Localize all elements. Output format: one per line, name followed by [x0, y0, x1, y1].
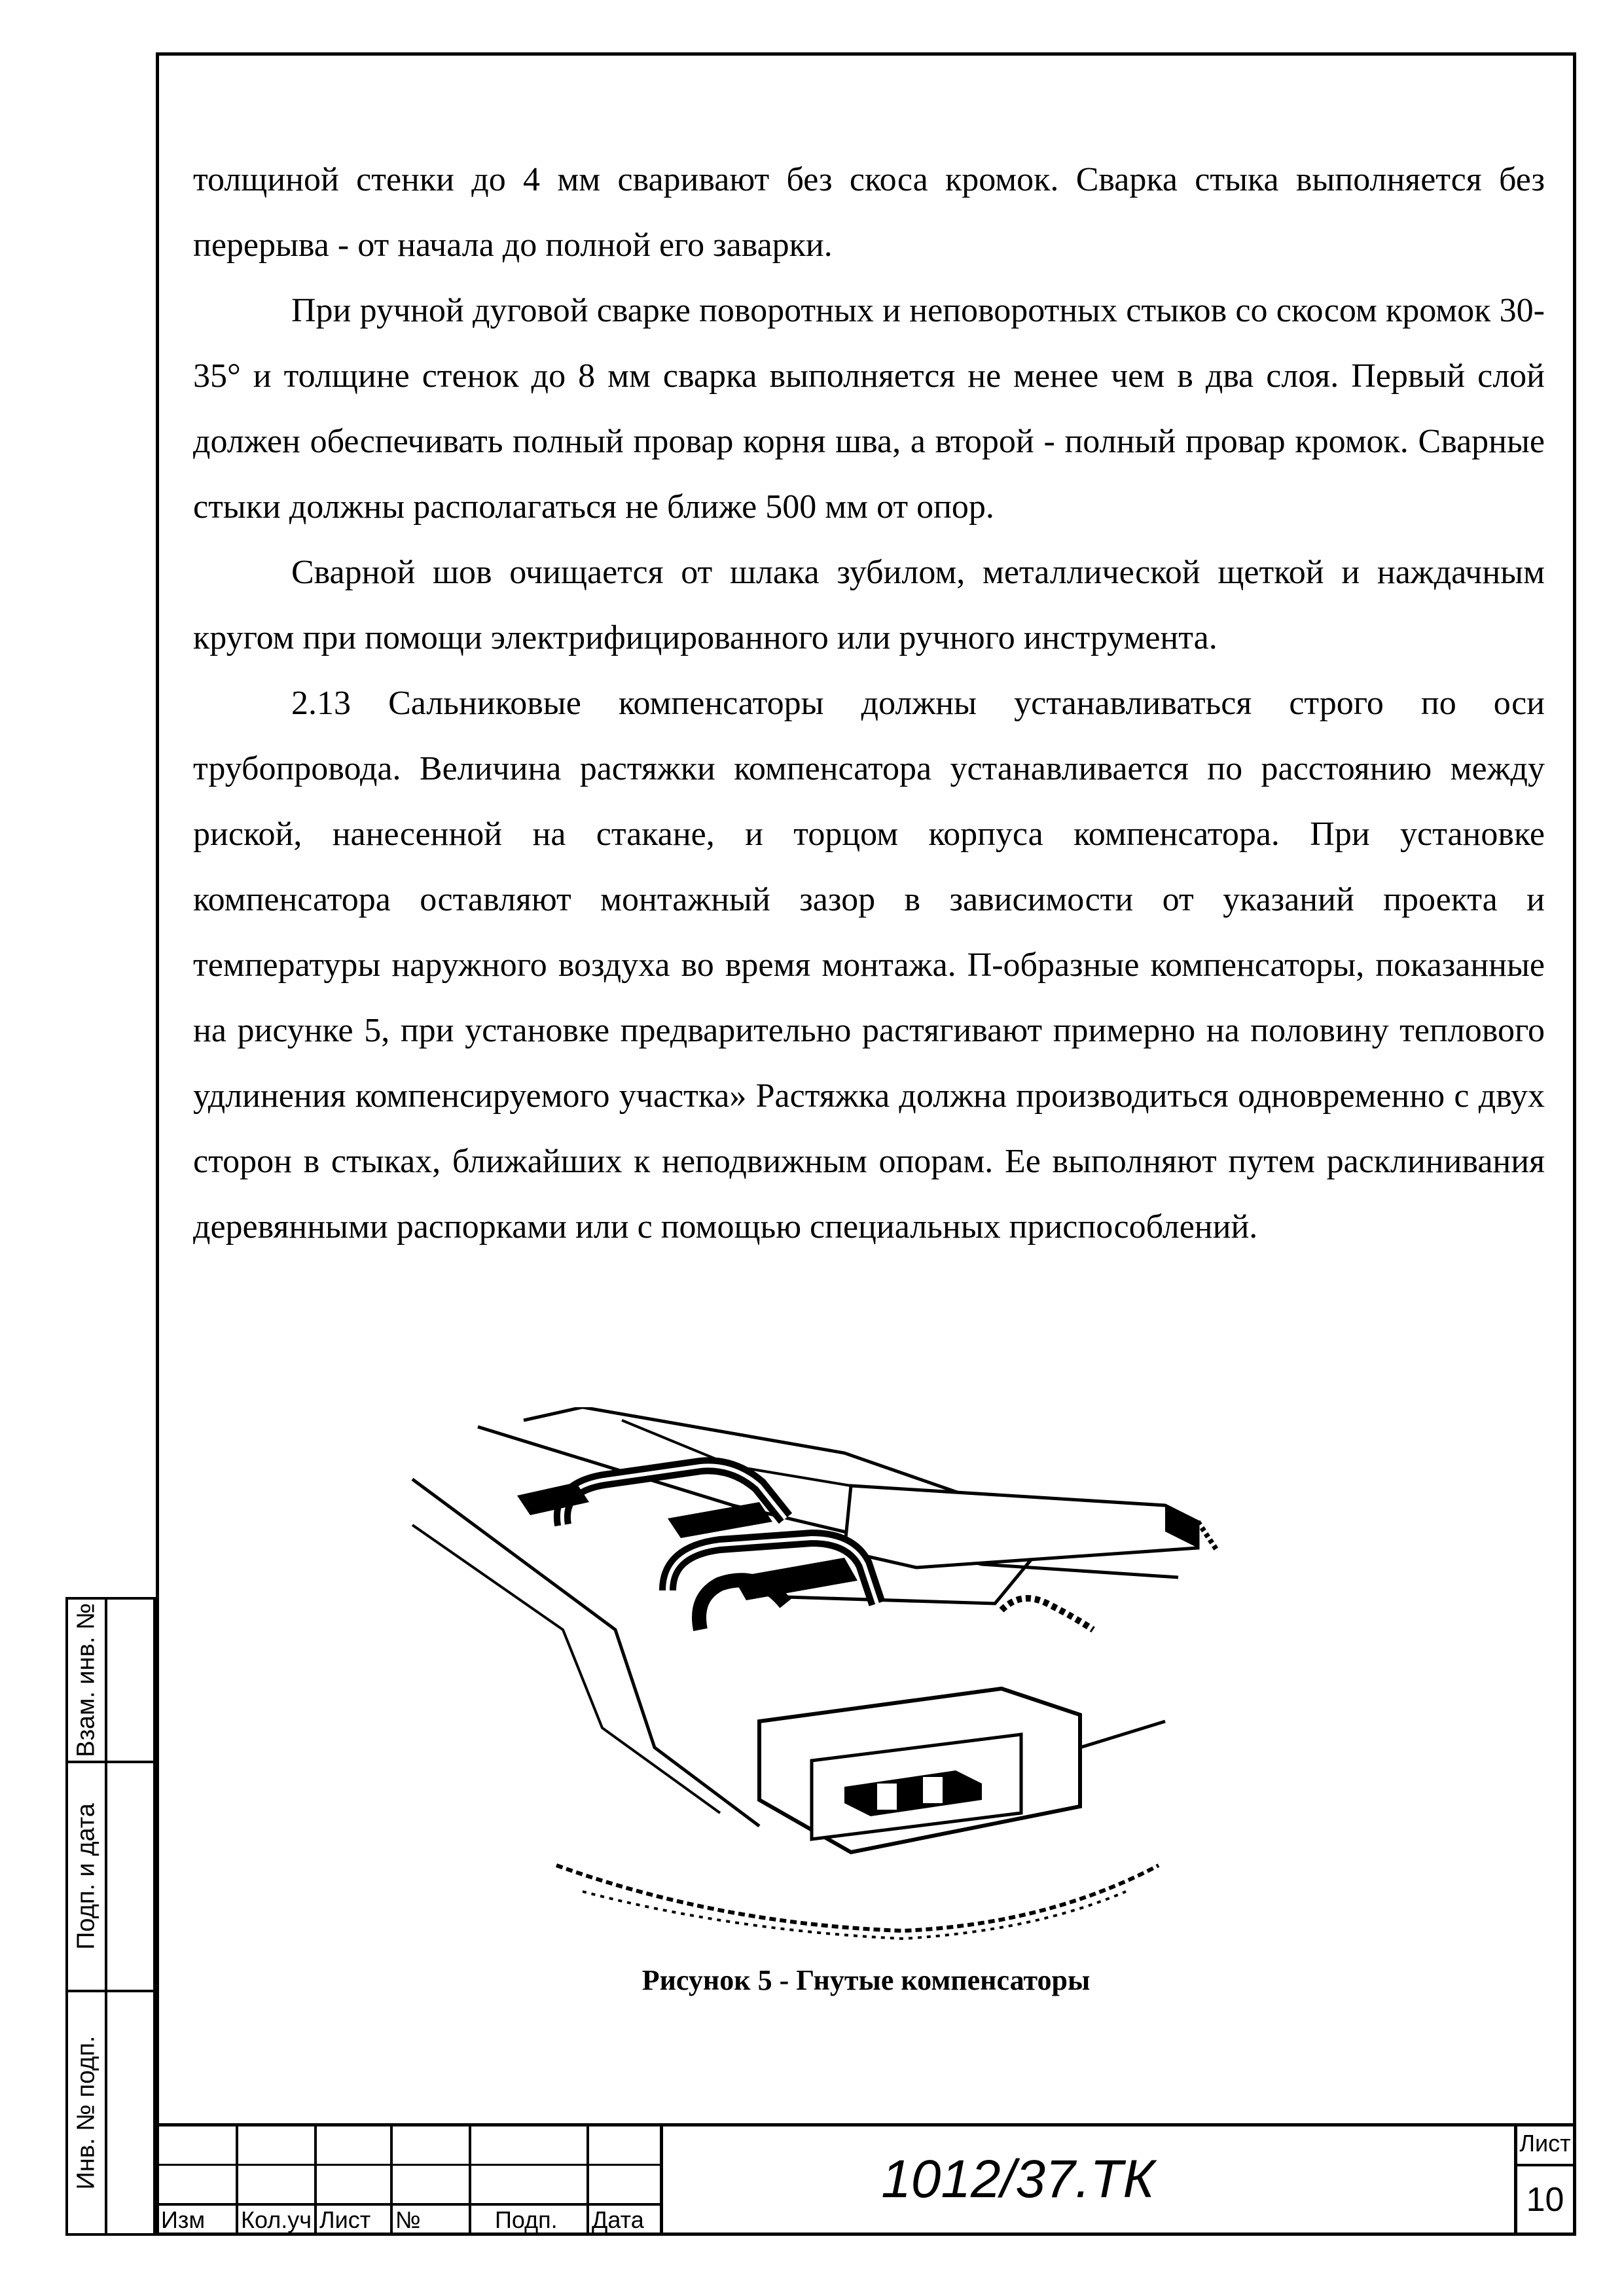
column-date: Дата: [592, 2206, 644, 2233]
paragraph-3: Сварной шов очищается от шлака зубилом, металлической щеткой и наждачным кругом при помощи электрифицированного или ручного инструмента.: [193, 554, 1545, 656]
compensator-illustration: [393, 1407, 1263, 1944]
document-code: 1012/37.ТК: [881, 2149, 1155, 2209]
column-doc-number: №: [395, 2206, 421, 2233]
side-label-original-inv: Инв. № подп.: [72, 2036, 100, 2190]
column-quantity: Кол.уч: [241, 2206, 312, 2233]
sheet-label: Лист: [1519, 2130, 1571, 2157]
column-sheet: Лист: [319, 2206, 371, 2233]
paragraph-4: 2.13 Сальниковые компенсаторы должны устанавливаться строго по оси трубопровода. Величина растяжки компенсатора устанавливается по расстоянию между риской, нанесенной на стакане, и торцом корпуса компенсатора. При установке компенсатора оставляют монтажный зазор в зависимости от указаний проекта и температуры наружного воздуха во время монтажа. П-образные компенсаторы, показанные на рисунке 5, при установке предварительно растягивают примерно на половину теплового удлинения компенсируемого участка» Растяжка должна производиться одновременно с двух сторон в стыках, ближайших к неподвижным опорам. Ее выполняют путем расклинивания деревянными распорками или с помощью специальных приспособлений.: [193, 685, 1545, 1246]
figure-caption: Рисунок 5 - Гнутые компенсаторы: [641, 1964, 1091, 1996]
title-block: [156, 2123, 1576, 2236]
paragraph-2: При ручной дуговой сварке поворотных и неповоротных стыков со скосом кромок 30-35° и толщине стенок до 8 мм сварка выполняется не менее чем в два слоя. Первый слой должен обеспечивать полный провар корня шва, а второй - полный провар кромок. Сварные стыки должны располагаться не ближе 500 мм от опор.: [193, 292, 1545, 526]
column-signature: Подп.: [495, 2206, 558, 2233]
side-label-replacement-inv: Взам. инв. №: [72, 1603, 100, 1757]
figure-compensators-drawing: [393, 1407, 1263, 1944]
body-text: [193, 147, 1545, 1260]
side-stamp: [65, 1597, 156, 2236]
side-label-signature-date: Подп. и дата: [72, 1803, 100, 1950]
column-change: Изм: [161, 2206, 206, 2233]
sheet-number: 10: [1526, 2181, 1564, 2219]
side-cell-replacement-inv: [65, 1597, 156, 1761]
paragraph-1: толщиной стенки до 4 мм сваривают без скоса кромок. Сварка стыка выполняется без перерыва - от начала до полной его заварки.: [193, 161, 1545, 264]
side-cell-signature-date: [65, 1761, 156, 1990]
side-cell-original-inv: [65, 1990, 156, 2236]
